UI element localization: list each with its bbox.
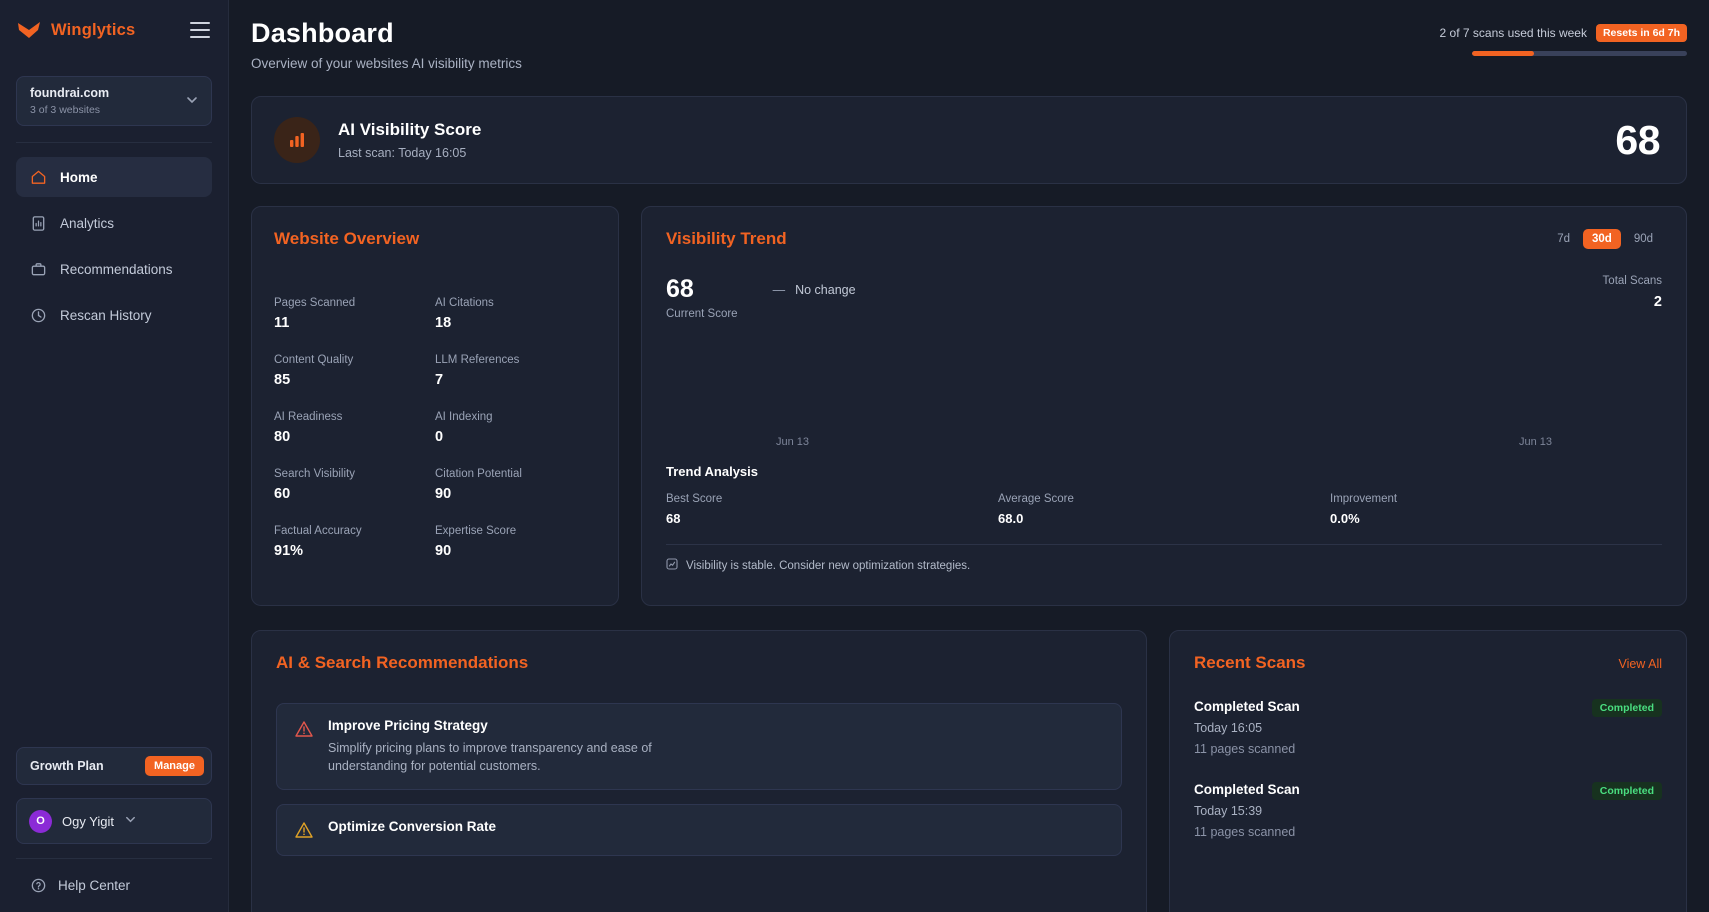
- range-90d[interactable]: 90d: [1633, 233, 1653, 245]
- view-all-link[interactable]: View All: [1618, 657, 1662, 671]
- warning-triangle-icon: [293, 718, 315, 740]
- plan-label: Growth Plan: [30, 759, 104, 773]
- website-overview-card: [251, 206, 619, 606]
- trend-stat-label: Average Score: [998, 493, 1074, 505]
- recommendation-item[interactable]: [276, 703, 1122, 790]
- hamburger-icon[interactable]: [190, 22, 210, 38]
- metric-label: AI Indexing: [435, 411, 493, 423]
- status-badge: Completed: [1592, 699, 1662, 717]
- trend-stat-label: Best Score: [666, 493, 723, 505]
- clock-icon: [30, 307, 47, 324]
- sidebar-item-label: Recommendations: [60, 261, 173, 277]
- warning-triangle-icon: [293, 819, 315, 841]
- brand-name: Winglytics: [51, 20, 136, 39]
- current-score-value: 68: [666, 275, 694, 303]
- trend-note: [666, 558, 1662, 573]
- chart-document-icon: [30, 215, 47, 232]
- brand[interactable]: [16, 17, 135, 43]
- ai-visibility-score-card: [251, 96, 1687, 184]
- range-30d[interactable]: 30d: [1583, 229, 1621, 249]
- metric-value: 85: [274, 372, 291, 388]
- website-selector[interactable]: [16, 76, 212, 126]
- sidebar-divider: [16, 142, 212, 143]
- chart-note-icon: [666, 558, 678, 573]
- recommendation-desc: Simplify pricing plans to improve transparency and ease of understanding for potential customers.: [328, 741, 652, 774]
- recent-scans-title: Recent Scans: [1194, 653, 1306, 672]
- scan-quota: [1440, 18, 1687, 71]
- metric-value: 0: [435, 429, 444, 445]
- metric-value: 90: [435, 543, 452, 559]
- metric: [435, 354, 596, 388]
- trend-stat: [1330, 493, 1662, 526]
- x-tick: Jun 13: [776, 436, 810, 448]
- scan-pages: 11 pages scanned: [1194, 742, 1296, 756]
- trend-stat: [998, 493, 1330, 526]
- briefcase-icon: [30, 261, 47, 278]
- recommendations-card: [251, 630, 1147, 912]
- website-overview-metrics: [274, 297, 596, 559]
- metric: [274, 297, 435, 331]
- metric: [274, 468, 435, 502]
- total-scans: [1603, 275, 1662, 310]
- trend-stat-label: Improvement: [1330, 493, 1398, 505]
- scan-pages: 11 pages scanned: [1194, 825, 1296, 839]
- main-content: [229, 0, 1709, 912]
- website-name: foundrai.com: [30, 86, 110, 101]
- scan-row[interactable]: [1194, 782, 1662, 839]
- trend-stat-value: 68: [666, 511, 681, 526]
- sidebar-nav: [0, 157, 228, 335]
- visibility-trend-title: Visibility Trend: [666, 229, 787, 248]
- winglytics-logo-icon: [16, 17, 42, 43]
- scan-time: Today 16:05: [1194, 721, 1263, 735]
- scan-title: Completed Scan: [1194, 699, 1300, 714]
- metric-value: 80: [274, 429, 291, 445]
- metric-value: 7: [435, 372, 444, 388]
- scan-quota-badge: Resets in 6d 7h: [1596, 24, 1687, 42]
- total-scans-value: 2: [1653, 294, 1662, 310]
- trend-analysis-title: Trend Analysis: [666, 464, 758, 479]
- sidebar-item-recommendations[interactable]: [16, 249, 212, 289]
- scan-title: Completed Scan: [1194, 782, 1300, 797]
- current-score-label: Current Score: [666, 308, 738, 320]
- range-7d[interactable]: 7d: [1557, 233, 1570, 245]
- metric: [435, 297, 596, 331]
- metric-label: AI Citations: [435, 297, 494, 309]
- score-last-scan: Last scan: Today 16:05: [338, 146, 467, 160]
- trend-analysis-stats: [666, 493, 1662, 526]
- website-overview-title: Website Overview: [274, 229, 420, 248]
- total-scans-label: Total Scans: [1602, 275, 1662, 287]
- sidebar: [0, 0, 229, 912]
- metric: [274, 525, 435, 559]
- plan-card: [16, 747, 212, 785]
- metric-label: Search Visibility: [274, 468, 355, 480]
- metric: [435, 411, 596, 445]
- trend-chart-x-axis: [666, 436, 1662, 448]
- metric-label: Content Quality: [274, 354, 354, 366]
- recommendation-title: Optimize Conversion Rate: [328, 819, 497, 835]
- x-tick: Jun 13: [1518, 436, 1552, 448]
- website-count: 3 of 3 websites: [30, 103, 101, 116]
- trend-stat: [666, 493, 998, 526]
- help-center-label: Help Center: [58, 878, 131, 893]
- metric-value: 11: [274, 315, 290, 331]
- sidebar-item-label: Analytics: [60, 215, 115, 231]
- metric-label: LLM References: [435, 354, 520, 366]
- scan-quota-bar: [1472, 51, 1687, 56]
- page-subtitle: Overview of your websites AI visibility metrics: [251, 56, 522, 71]
- range-selector: [1548, 229, 1662, 249]
- help-center-link[interactable]: [0, 859, 228, 912]
- metric-label: Factual Accuracy: [274, 525, 362, 537]
- sidebar-item-analytics[interactable]: [16, 203, 212, 243]
- recent-scans-card: [1169, 630, 1687, 912]
- trend-divider: [666, 544, 1662, 545]
- scan-quota-text: 2 of 7 scans used this week: [1439, 26, 1587, 40]
- sidebar-item-label: Home: [60, 169, 98, 185]
- metric: [274, 354, 435, 388]
- change-indicator: [773, 283, 856, 297]
- user-name: Ogy Yigit: [62, 813, 115, 829]
- status-badge: Completed: [1592, 782, 1662, 800]
- recommendation-title: Improve Pricing Strategy: [328, 718, 488, 733]
- chevron-down-icon: [124, 813, 137, 829]
- metric-label: Citation Potential: [435, 468, 522, 480]
- sidebar-header: [0, 0, 228, 60]
- trend-note-text: Visibility is stable. Consider new optimization strategies.: [686, 559, 971, 572]
- scan-time: Today 15:39: [1194, 804, 1263, 818]
- dashboard-row-2: [251, 206, 1687, 606]
- avatar: O: [29, 810, 52, 833]
- page-header: [229, 0, 1709, 71]
- trend-stat-value: 68.0: [998, 511, 1024, 526]
- metric-value: 18: [435, 315, 452, 331]
- trend-stat-value: 0.0%: [1330, 511, 1360, 526]
- scan-quota-fill: [1472, 51, 1534, 56]
- chevron-down-icon: [185, 93, 199, 110]
- change-text: No change: [795, 283, 856, 297]
- metric-label: Expertise Score: [435, 525, 517, 537]
- user-menu[interactable]: [16, 798, 212, 844]
- score-value: 68: [1615, 116, 1660, 163]
- scan-row[interactable]: [1194, 699, 1662, 756]
- trend-chart: [666, 338, 1662, 448]
- metric-label: AI Readiness: [274, 411, 343, 423]
- recommendations-title: AI & Search Recommendations: [276, 653, 529, 672]
- metric-value: 91%: [274, 543, 304, 559]
- score-title: AI Visibility Score: [338, 120, 482, 139]
- metric-value: 60: [274, 486, 291, 502]
- dashboard-row-3: [251, 630, 1687, 912]
- metric-value: 90: [435, 486, 452, 502]
- recommendation-item[interactable]: [276, 804, 1122, 856]
- metric: [435, 525, 596, 559]
- help-circle-icon: [30, 877, 47, 894]
- page-title: Dashboard: [251, 18, 394, 48]
- change-symbol: —: [772, 283, 786, 297]
- sidebar-footer: [0, 747, 228, 858]
- manage-plan-button[interactable]: Manage: [145, 756, 204, 776]
- sidebar-item-home[interactable]: [16, 157, 212, 197]
- visibility-trend-card: [641, 206, 1687, 606]
- sidebar-item-rescan-history[interactable]: [16, 295, 212, 335]
- metric: [274, 411, 435, 445]
- metric-label: Pages Scanned: [274, 297, 356, 309]
- home-icon: [30, 169, 47, 186]
- metric: [435, 468, 596, 502]
- bar-chart-icon: [274, 117, 320, 163]
- sidebar-item-label: Rescan History: [60, 307, 152, 323]
